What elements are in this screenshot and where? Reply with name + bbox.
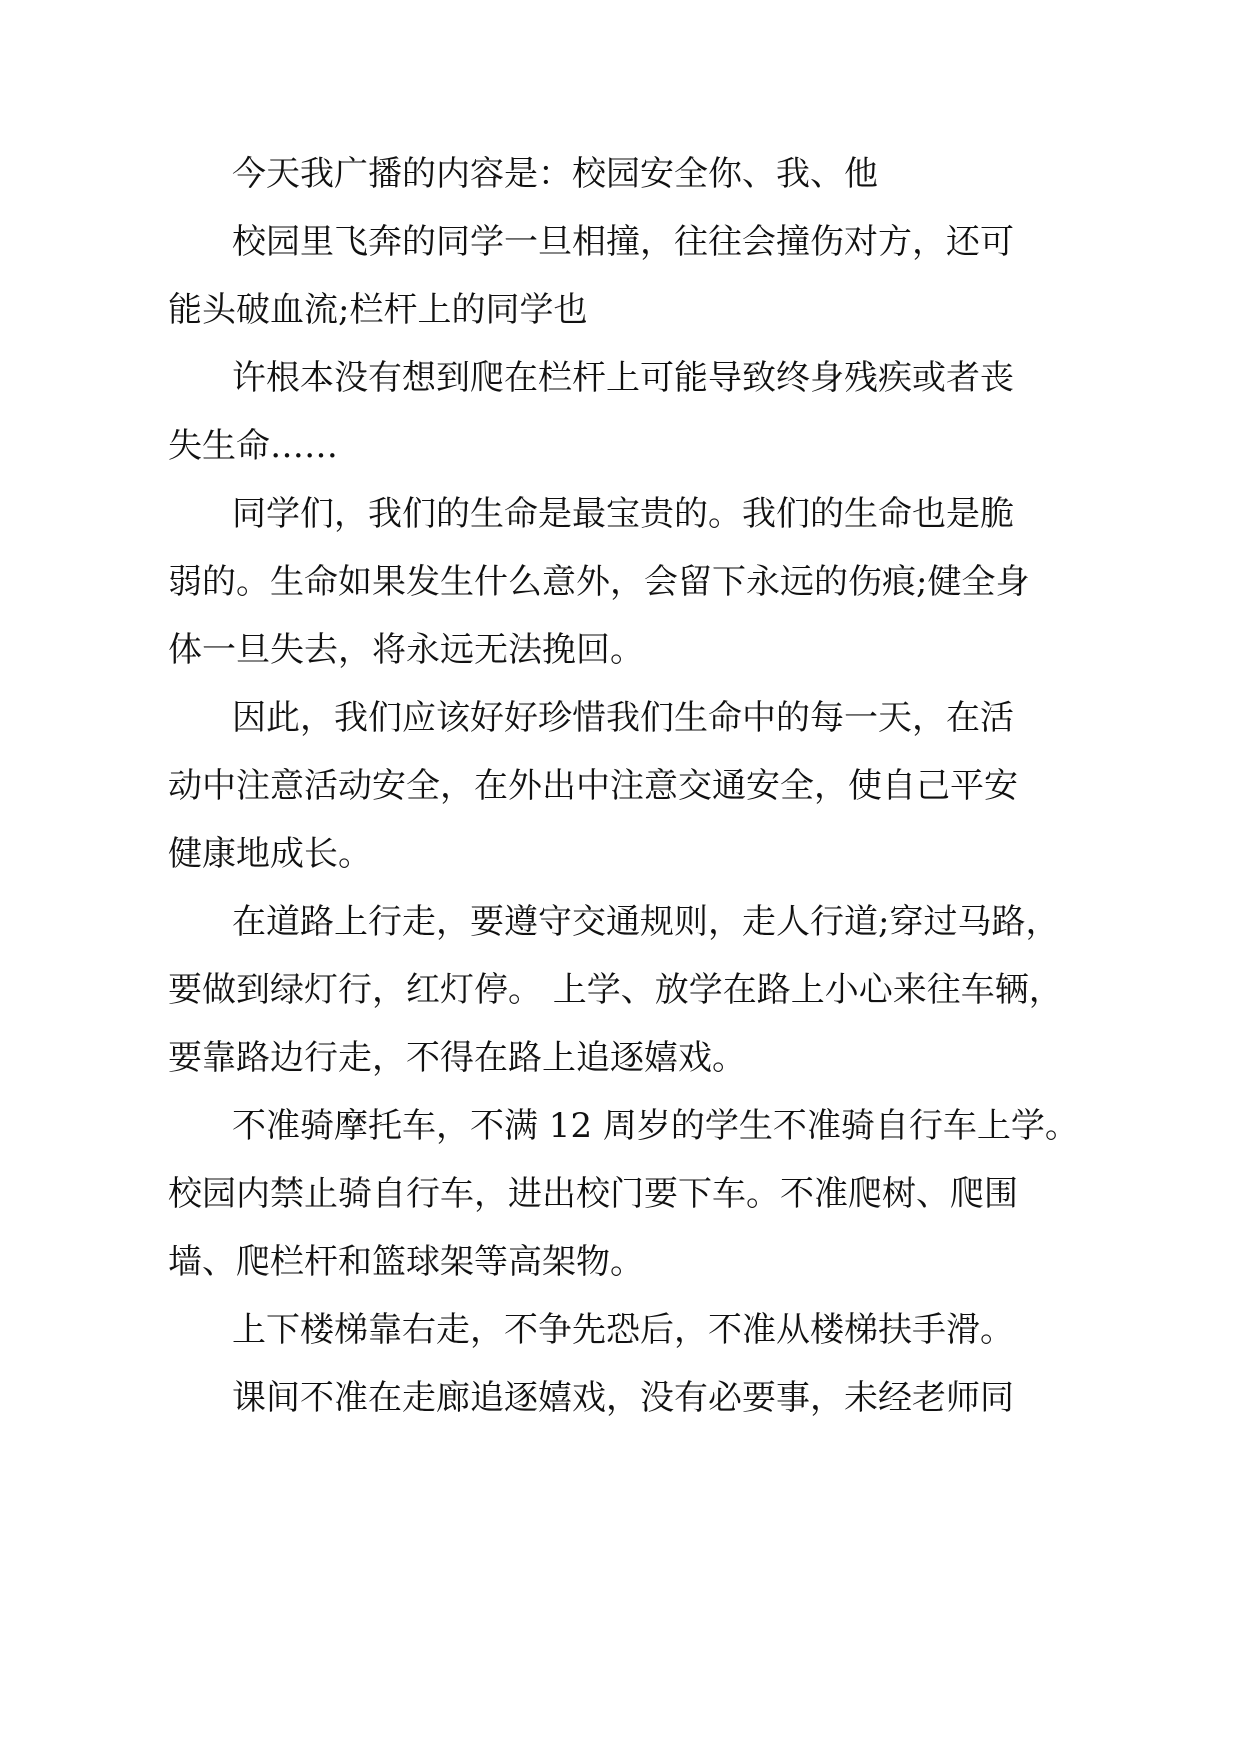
paragraph-line: 要靠路边行走，不得在路上追逐嬉戏。 bbox=[168, 1038, 746, 1078]
paragraph-line: 在道路上行走，要遵守交通规则，走人行道;穿过马路， bbox=[232, 902, 1060, 942]
paragraph-line: 上下楼梯靠右走，不争先恐后，不准从楼梯扶手滑。 bbox=[232, 1310, 1014, 1350]
paragraph-line: 失生命…… bbox=[168, 426, 338, 466]
paragraph-line: 能头破血流;栏杆上的同学也 bbox=[168, 290, 588, 330]
paragraph-line: 校园内禁止骑自行车，进出校门要下车。不准爬树、爬围 bbox=[168, 1174, 1018, 1214]
paragraph-line: 同学们，我们的生命是最宝贵的。我们的生命也是脆 bbox=[232, 494, 1014, 534]
paragraph-line: 因此，我们应该好好珍惜我们生命中的每一天，在活 bbox=[232, 698, 1014, 738]
paragraph-line: 弱的。生命如果发生什么意外，会留下永远的伤痕;健全身 bbox=[168, 562, 1030, 602]
paragraph-line: 不准骑摩托车，不满 12 周岁的学生不准骑自行车上学。 bbox=[232, 1106, 1079, 1146]
paragraph-line: 墙、爬栏杆和篮球架等高架物。 bbox=[168, 1242, 644, 1282]
paragraph-line: 动中注意活动安全，在外出中注意交通安全，使自己平安 bbox=[168, 766, 1018, 806]
paragraph-line: 要做到绿灯行，红灯停。 上学、放学在路上小心来往车辆， bbox=[168, 970, 1063, 1010]
paragraph-line: 校园里飞奔的同学一旦相撞，往往会撞伤对方，还可 bbox=[232, 222, 1014, 262]
paragraph-line: 课间不准在走廊追逐嬉戏，没有必要事，未经老师同 bbox=[232, 1378, 1014, 1418]
paragraph-line: 今天我广播的内容是：校园安全你、我、他 bbox=[232, 154, 878, 194]
paragraph-line: 许根本没有想到爬在栏杆上可能导致终身残疾或者丧 bbox=[232, 358, 1014, 398]
paragraph-line: 健康地成长。 bbox=[168, 834, 372, 874]
paragraph-line: 体一旦失去，将永远无法挽回。 bbox=[168, 630, 644, 670]
